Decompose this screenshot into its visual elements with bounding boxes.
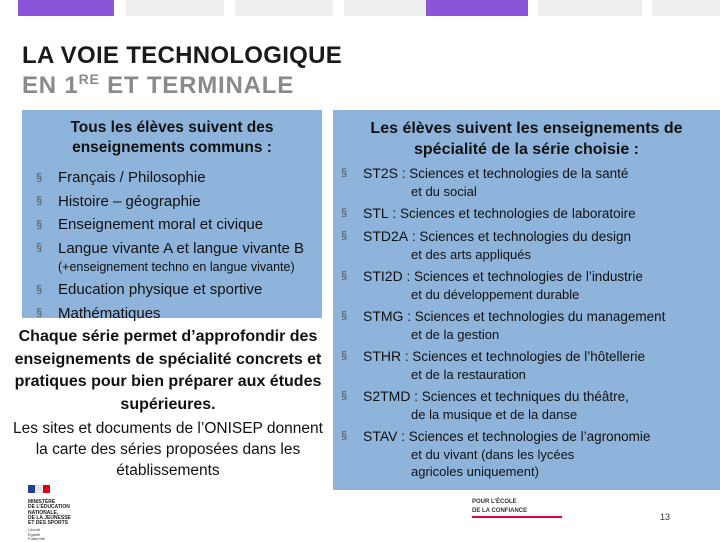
bullet-icon: §	[341, 310, 348, 322]
bullet-icon: §	[36, 283, 43, 296]
specialty-subjects-panel	[333, 110, 720, 490]
series-item: § S2TMD : Sciences et techniques du théâtre, de la musique et de la danse	[341, 388, 629, 422]
page-subtitle: EN 1RE ET TERMINALE	[22, 71, 295, 99]
list-item: § Langue vivante A et langue vivante B	[36, 239, 305, 257]
top-bar-purple-right	[426, 0, 528, 16]
series-explanation	[8, 326, 328, 481]
specialty-subjects-header: Les élèves suivent les enseignements de spécialité de la série choisie :	[370, 120, 683, 158]
bullet-icon: §	[36, 195, 43, 208]
top-bar-grey-1	[126, 0, 224, 16]
series-explanation-bold: Chaque série permet d’approfondir des enseignements de spécialité concrets et pratiques pour bien préparer aux études supérieures.	[14, 328, 322, 413]
series-item: § STD2A : Sciences et technologies du design et des arts appliqués	[341, 228, 632, 262]
onisep-note: Les sites et documents de l’ONISEP donnent la carte des séries proposées dans les établissements	[13, 420, 323, 479]
bullet-icon: §	[36, 171, 43, 184]
page-number: 13	[660, 512, 671, 522]
republic-motto: Liberté Égalité Fraternité	[28, 527, 46, 542]
bullet-icon: §	[341, 167, 348, 179]
series-item: § ST2S : Sciences et technologies de la santé et du social	[341, 165, 629, 199]
page-title: LA VOIE TECHNOLOGIQUE	[22, 42, 343, 69]
top-bar-grey-4	[538, 0, 642, 16]
list-item: § Mathématiques	[36, 304, 161, 322]
bullet-icon: §	[36, 242, 43, 255]
marianne-flag-icon	[28, 485, 50, 493]
series-item: § STMG : Sciences et technologies du management et de la gestion	[341, 308, 666, 342]
series-item: § STI2D : Sciences et technologies de l’industrie et du développement durable	[341, 268, 643, 302]
top-bar-purple-left	[18, 0, 114, 16]
series-item: § STHR : Sciences et technologies de l’hôtellerie et de la restauration	[341, 348, 646, 382]
list-item: § Histoire – géographie	[36, 192, 201, 210]
bullet-icon: §	[36, 218, 43, 231]
list-item: § Français / Philosophie	[36, 169, 206, 187]
bullet-icon: §	[341, 390, 348, 402]
specialty-series-list	[341, 164, 716, 484]
list-note: (+enseignement techno en langue vivante)	[58, 260, 295, 274]
series-item: § STL : Sciences et technologies de laboratoire	[341, 205, 636, 221]
series-item: § STAV : Sciences et technologies de l’agronomie et du vivant (dans les lycées agricoles uniquement)	[341, 428, 651, 479]
list-item: § Enseignement moral et civique	[36, 216, 264, 234]
bullet-icon: §	[341, 270, 348, 282]
ministry-logo	[28, 480, 71, 542]
common-subjects-panel	[22, 110, 322, 322]
ecole-confiance-logo: POUR L’ÉCOLE DE LA CONFIANCE	[472, 498, 562, 518]
bullet-icon: §	[341, 430, 348, 442]
list-item: § Education physique et sportive	[36, 281, 263, 299]
ministry-name: MINISTÈRE DE L’ÉDUCATION NATIONALE, DE LA JEUNESSE ET DES SPORTS	[28, 499, 71, 527]
bullet-icon: §	[341, 230, 348, 242]
bullet-icon: §	[36, 307, 43, 320]
common-subjects-list	[36, 166, 304, 325]
bullet-icon: §	[341, 207, 348, 219]
common-subjects-header: Tous les élèves suivent des enseignements communs :	[70, 119, 274, 156]
top-bar-grey-2	[235, 0, 333, 16]
top-bar-grey-5	[652, 0, 720, 16]
bullet-icon: §	[341, 350, 348, 362]
